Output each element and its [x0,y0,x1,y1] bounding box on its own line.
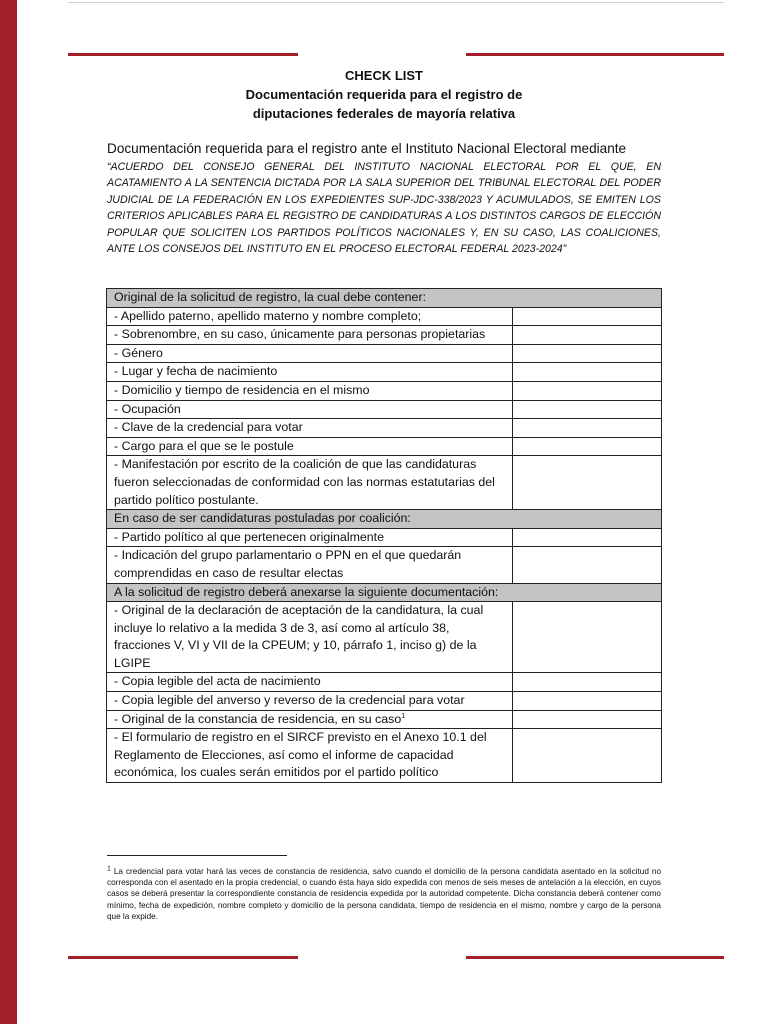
check-cell[interactable] [513,381,662,400]
check-cell[interactable] [513,692,662,711]
left-accent-bar [0,0,17,1024]
footnote-reference[interactable]: 1 [401,712,406,720]
table-row [107,547,662,583]
table-row [107,400,662,419]
table-row [107,326,662,345]
section-heading-row [107,510,662,529]
footnote-text: La credencial para votar hará las veces de constancia de residencia, salvo cuando el domicilio de la persona candidata asentado en la solicitud no corresponda con el asentado en la propia credencial, o cuando ésta haya sido expedida con menos de seis meses de antelación a la elección, en cuyos casos se deberá presentar la correspondiente constancia de residencia expedida por la autoridad competente. Dicha constancia deberá contener como mínimo, fecha de expedición, nombre completo y domicilio de la persona candidata, tiempo de residencia en el mismo, nombre y cargo de la persona que la expide. [107,867,661,921]
section-heading: En caso de ser candidaturas postuladas por coalición: [107,510,662,529]
check-cell[interactable] [513,437,662,456]
check-cell[interactable] [513,363,662,382]
requirement-text: - Copia legible del acta de nacimiento [107,673,513,692]
section-heading-row [107,583,662,602]
check-cell[interactable] [513,456,662,510]
check-cell[interactable] [513,400,662,419]
requirements-table [106,288,662,783]
section-heading-row [107,289,662,308]
table-row [107,692,662,711]
agreement-quote: “ACUERDO DEL CONSEJO GENERAL DEL INSTITUTO NACIONAL ELECTORAL POR EL QUE, EN ACATAMIENTO A LA SENTENCIA DICTADA POR LA SALA SUPERIOR DEL TRIBUNAL ELECTORAL DEL PODER JUDICIAL DE LA FEDERACIÓN EN LOS EXPEDIENTES SUP-JDC-338/2023 Y ACUMULADOS, SE EMITEN LOS CRITERIOS APLICABLES PARA EL REGISTRO DE CANDIDATURAS A LOS DISTINTOS CARGOS DE ELECCIÓN POPULAR QUE SOLICITEN LOS PARTIDOS POLÍTICOS NACIONALES Y, EN SU CASO, LAS COALICIONES, ANTE LOS CONSEJOS DEL INSTITUTO EN EL PROCESO ELECTORAL FEDERAL 2023-2024” [107,161,661,256]
header-rule-left [68,53,298,56]
intro-paragraph [107,140,661,257]
section-heading: A la solicitud de registro deberá anexarse la siguiente documentación: [107,583,662,602]
requirement-text: - Indicación del grupo parlamentario o PPN en el que quedarán comprendidas en caso de resultar electas [107,547,513,583]
requirement-text: - Clave de la credencial para votar [107,419,513,438]
requirement-text: - Ocupación [107,400,513,419]
table-row [107,710,662,729]
requirement-text: - Apellido paterno, apellido materno y nombre completo; [107,307,513,326]
check-cell[interactable] [513,528,662,547]
requirement-text: - Partido político al que pertenecen originalmente [107,528,513,547]
requirement-text: - Copia legible del anverso y reverso de la credencial para votar [107,692,513,711]
requirement-text: - Manifestación por escrito de la coalición de que las candidaturas fueron seleccionadas de conformidad con las normas estatutarias del partido político postulante. [107,456,513,510]
table-row [107,381,662,400]
check-cell[interactable] [513,326,662,345]
requirement-text: - Original de la declaración de aceptación de la candidatura, la cual incluye lo relativo a la medida 3 de 3, así como al artículo 38, fracciones V, VI y VII de la CPEUM; y 10, párrafo 1, inciso g) de la LGIPE [107,602,513,673]
table-row [107,363,662,382]
requirement-text: - El formulario de registro en el SIRCF previsto en el Anexo 10.1 del Reglamento de Elecciones, así como el informe de capacidad económica, los cuales serán emitidos por el partido político [107,729,513,783]
top-divider [68,2,724,3]
requirement-text: - Sobrenombre, en su caso, únicamente para personas propietarias [107,326,513,345]
table-row [107,307,662,326]
checklist-title: CHECK LIST [345,68,423,83]
check-cell[interactable] [513,344,662,363]
requirement-text: - Cargo para el que se le postule [107,437,513,456]
footnote [107,866,661,922]
header-rule-right [466,53,724,56]
check-cell[interactable] [513,307,662,326]
footer-rule-right [466,956,724,959]
document-subtitle-line-2: diputaciones federales de mayoría relativa [252,106,516,121]
table-row [107,456,662,510]
requirement-text: - Lugar y fecha de nacimiento [107,363,513,382]
table-row [107,437,662,456]
check-cell[interactable] [513,729,662,783]
check-cell[interactable] [513,710,662,729]
table-row [107,419,662,438]
table-row [107,528,662,547]
document-subtitle-line-1: Documentación requerida para el registro de [245,87,523,102]
document-title [107,66,661,123]
requirement-text: - Domicilio y tiempo de residencia en el mismo [107,381,513,400]
table-row [107,729,662,783]
footnote-marker: 1 [107,865,111,873]
requirement-cell [107,710,513,729]
table-row [107,673,662,692]
requirement-text: - Género [107,344,513,363]
check-cell[interactable] [513,547,662,583]
table-row [107,602,662,673]
intro-lead-text: Documentación requerida para el registro ante el Instituto Nacional Electoral mediante [107,141,627,156]
section-heading: Original de la solicitud de registro, la cual debe contener: [107,289,662,308]
table-row [107,344,662,363]
check-cell[interactable] [513,673,662,692]
requirement-text: - Original de la constancia de residencia, en su caso [114,711,402,726]
check-cell[interactable] [513,419,662,438]
footnote-separator [107,855,287,856]
check-cell[interactable] [513,602,662,673]
footer-rule-left [68,956,298,959]
